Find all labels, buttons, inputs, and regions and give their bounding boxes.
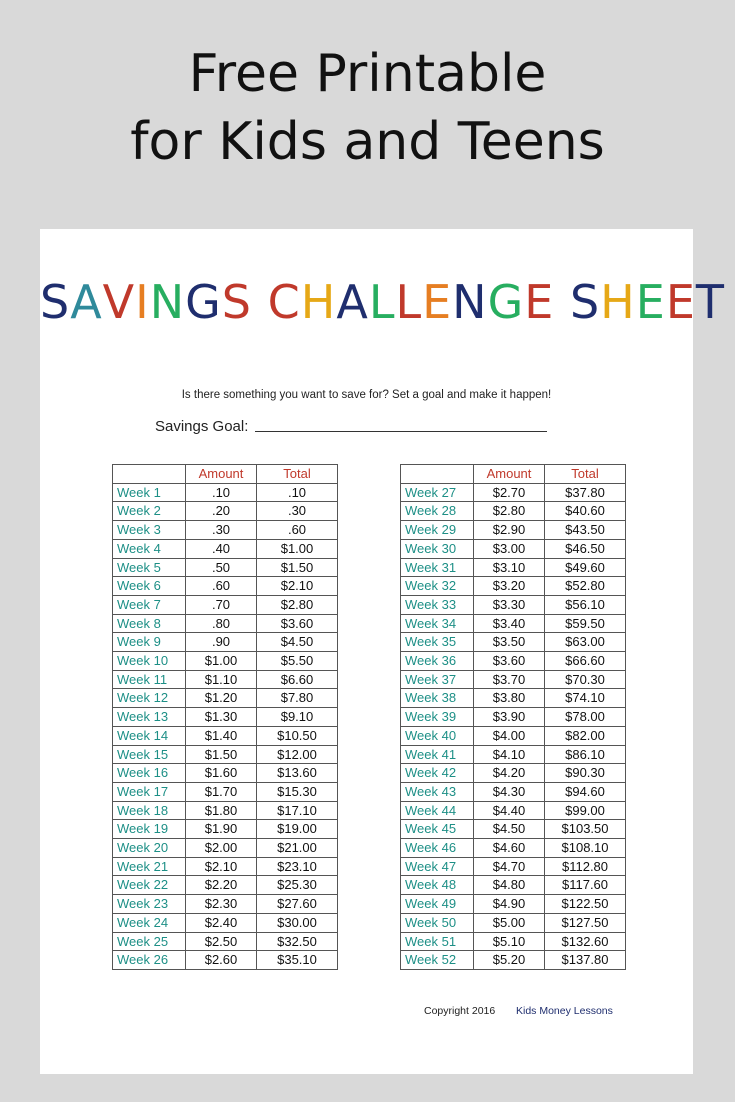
total-cell: $132.60 [545, 932, 626, 951]
amount-cell: $4.60 [474, 839, 545, 858]
table-row [113, 839, 338, 858]
amount-cell: $3.20 [474, 577, 545, 596]
total-cell: $86.10 [545, 745, 626, 764]
amount-cell: $5.10 [474, 932, 545, 951]
amount-cell: $3.40 [474, 614, 545, 633]
week-cell: Week 22 [113, 876, 186, 895]
amount-cell: .50 [186, 558, 257, 577]
table-row [401, 614, 626, 633]
total-cell: $59.50 [545, 614, 626, 633]
week-cell: Week 3 [113, 521, 186, 540]
amount-cell: $3.00 [474, 539, 545, 558]
total-cell: $7.80 [257, 689, 338, 708]
week-cell: Week 14 [113, 726, 186, 745]
table-row [113, 595, 338, 614]
total-cell: $74.10 [545, 689, 626, 708]
table-row [113, 857, 338, 876]
amount-cell: .60 [186, 577, 257, 596]
week-cell: Week 26 [113, 951, 186, 970]
table-row [113, 614, 338, 633]
total-cell: $9.10 [257, 708, 338, 727]
title-letter: G [487, 275, 525, 329]
table-row [401, 913, 626, 932]
table-row [401, 726, 626, 745]
amount-cell: .40 [186, 539, 257, 558]
total-cell: $23.10 [257, 857, 338, 876]
headline-line-2: for Kids and Teens [130, 112, 605, 172]
week-cell: Week 51 [401, 932, 474, 951]
total-cell: $127.50 [545, 913, 626, 932]
table-row [401, 689, 626, 708]
amount-cell: $3.50 [474, 633, 545, 652]
table-row [113, 876, 338, 895]
title-letter: V [102, 275, 136, 329]
total-cell: $78.00 [545, 708, 626, 727]
table-header-row [401, 465, 626, 484]
table-row [401, 932, 626, 951]
amount-cell: $3.70 [474, 670, 545, 689]
weeks-table-left [112, 464, 338, 970]
amount-cell: $4.20 [474, 764, 545, 783]
title-letter: G [185, 275, 222, 329]
amount-cell: $3.60 [474, 652, 545, 671]
amount-cell: $5.00 [474, 913, 545, 932]
week-cell: Week 19 [113, 820, 186, 839]
amount-cell: $4.40 [474, 801, 545, 820]
amount-cell: $4.10 [474, 745, 545, 764]
title-letter: S [40, 275, 71, 329]
table-row [401, 483, 626, 502]
week-cell: Week 27 [401, 483, 474, 502]
column-header-total: Total [545, 465, 626, 484]
total-cell: $4.50 [257, 633, 338, 652]
title-letter: S [569, 275, 601, 329]
intro-text: Is there something you want to save for? Set a goal and make it happen! [181, 389, 552, 401]
sheet-title [40, 275, 726, 329]
table-row [113, 745, 338, 764]
headline-line-1: Free Printable [188, 44, 547, 104]
table-row [113, 689, 338, 708]
week-cell: Week 29 [401, 521, 474, 540]
week-cell: Week 42 [401, 764, 474, 783]
total-cell: $10.50 [257, 726, 338, 745]
amount-cell: $1.90 [186, 820, 257, 839]
table-row [113, 633, 338, 652]
table-row [401, 670, 626, 689]
week-cell: Week 44 [401, 801, 474, 820]
week-cell: Week 37 [401, 670, 474, 689]
week-cell: Week 41 [401, 745, 474, 764]
total-cell: $1.50 [257, 558, 338, 577]
column-header-amount: Amount [474, 465, 545, 484]
week-cell: Week 18 [113, 801, 186, 820]
title-letter: C [267, 275, 301, 329]
total-cell: $1.00 [257, 539, 338, 558]
total-cell: $13.60 [257, 764, 338, 783]
table-row [401, 577, 626, 596]
total-cell: $52.80 [545, 577, 626, 596]
total-cell: $37.80 [545, 483, 626, 502]
week-cell: Week 43 [401, 782, 474, 801]
table-row [113, 670, 338, 689]
total-cell: $90.30 [545, 764, 626, 783]
title-letter: I [135, 275, 150, 329]
amount-cell: $4.90 [474, 895, 545, 914]
table-row [113, 521, 338, 540]
amount-cell: $1.60 [186, 764, 257, 783]
title-letter: E [524, 275, 555, 329]
amount-cell: $4.00 [474, 726, 545, 745]
amount-cell: .30 [186, 521, 257, 540]
total-cell: .10 [257, 483, 338, 502]
week-cell: Week 4 [113, 539, 186, 558]
amount-cell: $2.00 [186, 839, 257, 858]
total-cell: $56.10 [545, 595, 626, 614]
total-cell: $94.60 [545, 782, 626, 801]
total-cell: $21.00 [257, 839, 338, 858]
week-cell: Week 28 [401, 502, 474, 521]
week-cell: Week 34 [401, 614, 474, 633]
savings-goal-label: Savings Goal: [155, 418, 249, 435]
week-cell: Week 47 [401, 857, 474, 876]
column-header-week [401, 465, 474, 484]
table-row [113, 951, 338, 970]
amount-cell: .10 [186, 483, 257, 502]
week-cell: Week 6 [113, 577, 186, 596]
amount-cell: .20 [186, 502, 257, 521]
table-row [401, 558, 626, 577]
table-row [113, 764, 338, 783]
week-cell: Week 17 [113, 782, 186, 801]
total-cell: $117.60 [545, 876, 626, 895]
table-row [113, 913, 338, 932]
week-cell: Week 24 [113, 913, 186, 932]
total-cell: .60 [257, 521, 338, 540]
table-row [401, 502, 626, 521]
title-letter [554, 275, 570, 329]
total-cell: $103.50 [545, 820, 626, 839]
table-row [113, 801, 338, 820]
amount-cell: .80 [186, 614, 257, 633]
total-cell: $25.30 [257, 876, 338, 895]
amount-cell: $2.20 [186, 876, 257, 895]
title-letter: N [452, 275, 488, 329]
amount-cell: $2.80 [474, 502, 545, 521]
total-cell: $122.50 [545, 895, 626, 914]
amount-cell: $3.80 [474, 689, 545, 708]
total-cell: $99.00 [545, 801, 626, 820]
headline [0, 40, 735, 176]
week-cell: Week 25 [113, 932, 186, 951]
week-cell: Week 30 [401, 539, 474, 558]
amount-cell: $3.90 [474, 708, 545, 727]
amount-cell: $4.70 [474, 857, 545, 876]
table-row [401, 857, 626, 876]
week-cell: Week 49 [401, 895, 474, 914]
amount-cell: $2.10 [186, 857, 257, 876]
week-cell: Week 11 [113, 670, 186, 689]
week-cell: Week 5 [113, 558, 186, 577]
table-row [401, 539, 626, 558]
week-cell: Week 15 [113, 745, 186, 764]
total-cell: .30 [257, 502, 338, 521]
week-cell: Week 9 [113, 633, 186, 652]
title-letter: H [600, 275, 636, 329]
amount-cell: $1.50 [186, 745, 257, 764]
week-cell: Week 16 [113, 764, 186, 783]
title-letter: T [695, 275, 726, 329]
amount-cell: .90 [186, 633, 257, 652]
title-letter: E [635, 275, 666, 329]
week-cell: Week 33 [401, 595, 474, 614]
amount-cell: $1.20 [186, 689, 257, 708]
total-cell: $32.50 [257, 932, 338, 951]
week-cell: Week 39 [401, 708, 474, 727]
week-cell: Week 50 [401, 913, 474, 932]
total-cell: $30.00 [257, 913, 338, 932]
amount-cell: $4.30 [474, 782, 545, 801]
title-letter: S [221, 275, 252, 329]
week-cell: Week 45 [401, 820, 474, 839]
total-cell: $17.10 [257, 801, 338, 820]
total-cell: $46.50 [545, 539, 626, 558]
week-cell: Week 32 [401, 577, 474, 596]
table-row [113, 652, 338, 671]
week-cell: Week 23 [113, 895, 186, 914]
title-letter: L [368, 275, 396, 329]
amount-cell: $2.30 [186, 895, 257, 914]
table-row [401, 895, 626, 914]
total-cell: $108.10 [545, 839, 626, 858]
table-row [113, 782, 338, 801]
total-cell: $63.00 [545, 633, 626, 652]
table-row [401, 521, 626, 540]
amount-cell: $1.00 [186, 652, 257, 671]
amount-cell: $1.10 [186, 670, 257, 689]
total-cell: $2.10 [257, 577, 338, 596]
total-cell: $19.00 [257, 820, 338, 839]
amount-cell: .70 [186, 595, 257, 614]
week-cell: Week 52 [401, 951, 474, 970]
savings-goal-line [255, 431, 547, 432]
week-cell: Week 40 [401, 726, 474, 745]
week-cell: Week 31 [401, 558, 474, 577]
amount-cell: $2.60 [186, 951, 257, 970]
total-cell: $5.50 [257, 652, 338, 671]
week-cell: Week 8 [113, 614, 186, 633]
weeks-table-right [400, 464, 626, 970]
table-row [113, 502, 338, 521]
title-letter: A [336, 275, 369, 329]
week-cell: Week 2 [113, 502, 186, 521]
table-header-row [113, 465, 338, 484]
week-cell: Week 12 [113, 689, 186, 708]
table-row [113, 708, 338, 727]
title-letter: H [300, 275, 337, 329]
table-row [401, 801, 626, 820]
table-row [113, 726, 338, 745]
table-row [401, 839, 626, 858]
total-cell: $35.10 [257, 951, 338, 970]
week-cell: Week 7 [113, 595, 186, 614]
amount-cell: $4.50 [474, 820, 545, 839]
table-row [113, 895, 338, 914]
amount-cell: $1.30 [186, 708, 257, 727]
amount-cell: $2.90 [474, 521, 545, 540]
title-letter: E [665, 275, 696, 329]
title-letter: N [149, 275, 186, 329]
week-cell: Week 1 [113, 483, 186, 502]
table-row [401, 745, 626, 764]
amount-cell: $1.70 [186, 782, 257, 801]
footer-copyright: Copyright 2016 [424, 1005, 496, 1017]
table-row [401, 708, 626, 727]
table-row [401, 782, 626, 801]
total-cell: $6.60 [257, 670, 338, 689]
amount-cell: $3.30 [474, 595, 545, 614]
total-cell: $12.00 [257, 745, 338, 764]
title-letter: A [70, 275, 103, 329]
total-cell: $27.60 [257, 895, 338, 914]
table-row [401, 764, 626, 783]
total-cell: $137.80 [545, 951, 626, 970]
amount-cell: $5.20 [474, 951, 545, 970]
week-cell: Week 35 [401, 633, 474, 652]
title-letter: E [422, 275, 453, 329]
table-row [401, 595, 626, 614]
total-cell: $112.80 [545, 857, 626, 876]
total-cell: $82.00 [545, 726, 626, 745]
week-cell: Week 36 [401, 652, 474, 671]
table-row [113, 483, 338, 502]
total-cell: $15.30 [257, 782, 338, 801]
total-cell: $40.60 [545, 502, 626, 521]
amount-cell: $4.80 [474, 876, 545, 895]
table-row [401, 820, 626, 839]
week-cell: Week 21 [113, 857, 186, 876]
footer-brand: Kids Money Lessons [516, 1005, 613, 1017]
amount-cell: $1.80 [186, 801, 257, 820]
table-row [401, 652, 626, 671]
column-header-amount: Amount [186, 465, 257, 484]
week-cell: Week 46 [401, 839, 474, 858]
week-cell: Week 20 [113, 839, 186, 858]
week-cell: Week 13 [113, 708, 186, 727]
total-cell: $43.50 [545, 521, 626, 540]
title-letter: L [395, 275, 423, 329]
table-row [401, 876, 626, 895]
total-cell: $70.30 [545, 670, 626, 689]
savings-sheet [40, 229, 726, 1074]
total-cell: $2.80 [257, 595, 338, 614]
total-cell: $66.60 [545, 652, 626, 671]
table-row [113, 558, 338, 577]
amount-cell: $1.40 [186, 726, 257, 745]
table-row [401, 633, 626, 652]
table-row [113, 577, 338, 596]
table-row [113, 539, 338, 558]
amount-cell: $2.40 [186, 913, 257, 932]
title-letter [252, 275, 268, 329]
table-row [401, 951, 626, 970]
total-cell: $3.60 [257, 614, 338, 633]
table-row [113, 932, 338, 951]
amount-cell: $3.10 [474, 558, 545, 577]
column-header-total: Total [257, 465, 338, 484]
week-cell: Week 10 [113, 652, 186, 671]
amount-cell: $2.50 [186, 932, 257, 951]
week-cell: Week 48 [401, 876, 474, 895]
week-cell: Week 38 [401, 689, 474, 708]
table-row [113, 820, 338, 839]
amount-cell: $2.70 [474, 483, 545, 502]
column-header-week [113, 465, 186, 484]
total-cell: $49.60 [545, 558, 626, 577]
